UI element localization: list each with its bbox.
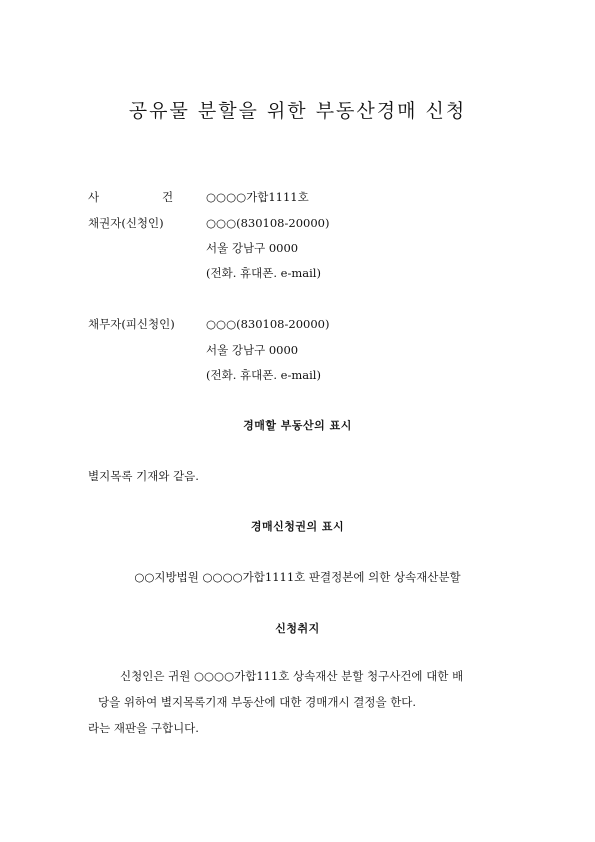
debtor-name: ○○○(830108-20000) [206,317,330,331]
debtor-contact: (전화. 휴대폰. e-mail) [206,368,321,382]
case-number: ○○○○가합1111호 [206,190,309,204]
creditor-contact: (전화. 휴대폰. e-mail) [206,266,321,280]
property-heading: 경매할 부동산의 표시 [243,419,352,432]
purpose-line-1: 신청인은 귀원 ○○○○가합111호 상속재산 분할 청구사건에 대한 배 [120,669,464,683]
debtor-address: 서울 강남구 0000 [206,343,299,357]
creditor-address: 서울 강남구 0000 [206,241,299,255]
case-label-second: 건 [162,190,174,204]
purpose-line-3: 라는 재판을 구합니다. [88,721,199,735]
creditor-label: 채권자(신청인) [88,216,164,230]
debtor-label: 채무자(피신청인) [88,317,175,331]
property-body: 별지목록 기재와 같음. [88,469,199,483]
document-title: 공유물 분할을 위한 부동산경매 신청 [128,100,467,122]
right-body: ○○지방법원 ○○○○가합1111호 판결정본에 의한 상속재산분할 [134,570,461,584]
right-heading: 경매신청권의 표시 [250,520,345,533]
creditor-name: ○○○(830108-20000) [206,216,330,230]
purpose-line-2: 당을 위하여 별지목록기재 부동산에 대한 경매개시 결정을 한다. [98,695,417,709]
case-label-first: 사 [88,190,100,204]
purpose-heading: 신청취지 [275,622,320,635]
